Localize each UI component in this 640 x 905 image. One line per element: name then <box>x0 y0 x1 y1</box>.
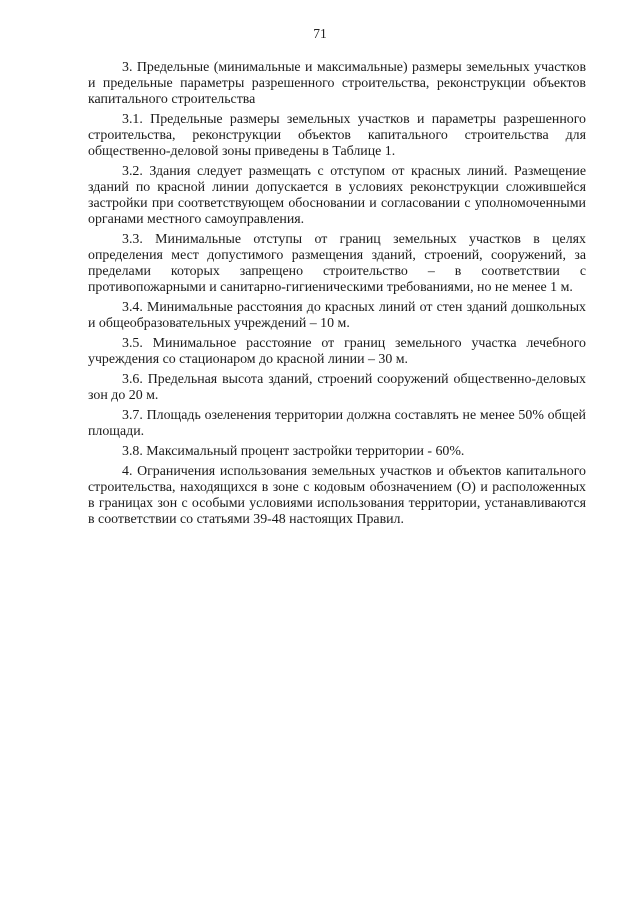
document-body <box>88 60 586 532</box>
paragraph-3-7: 3.7. Площадь озеленения территории должна составлять не менее 50% общей площади. <box>88 408 586 439</box>
paragraph-4: 4. Ограничения использования земельных участков и объектов капитального строительства, находящихся в зоне с кодовым обозначением (О) и расположенных в границах зон с особыми условиями использования территории, устанавливаются в соответствии со статьями 39-48 настоящих Правил. <box>88 464 586 527</box>
paragraph-3-3: 3.3. Минимальные отступы от границ земельных участков в целях определения мест допустимого размещения зданий, строений, сооружений, за пределами которых запрещено строительство – в соответствии с противопожарными и санитарно-гигиеническими требованиями, но не менее 1 м. <box>88 232 586 295</box>
paragraph-3-4: 3.4. Минимальные расстояния до красных линий от стен зданий дошкольных и общеобразовательных учреждений – 10 м. <box>88 300 586 331</box>
paragraph-3: 3. Предельные (минимальные и максимальные) размеры земельных участков и предельные параметры разрешенного строительства, реконструкции объектов капитального строительства <box>88 60 586 107</box>
paragraph-3-1: 3.1. Предельные размеры земельных участков и параметры разрешенного строительства, реконструкции объектов капитального строительства для общественно-деловой зоны приведены в Таблице 1. <box>88 112 586 159</box>
paragraph-3-6: 3.6. Предельная высота зданий, строений сооружений общественно-деловых зон до 20 м. <box>88 372 586 403</box>
paragraph-3-5: 3.5. Минимальное расстояние от границ земельного участка лечебного учреждения со стационаром до красной линии – 30 м. <box>88 336 586 367</box>
paragraph-3-8: 3.8. Максимальный процент застройки территории - 60%. <box>122 444 465 459</box>
paragraph-3-2: 3.2. Здания следует размещать с отступом от красных линий. Размещение зданий по красной линии допускается в условиях реконструкции сложившейся застройки при соответствующем обосновании и согласовании с уполномоченными органами местного самоуправления. <box>88 164 586 227</box>
page-number: 71 <box>313 26 327 41</box>
